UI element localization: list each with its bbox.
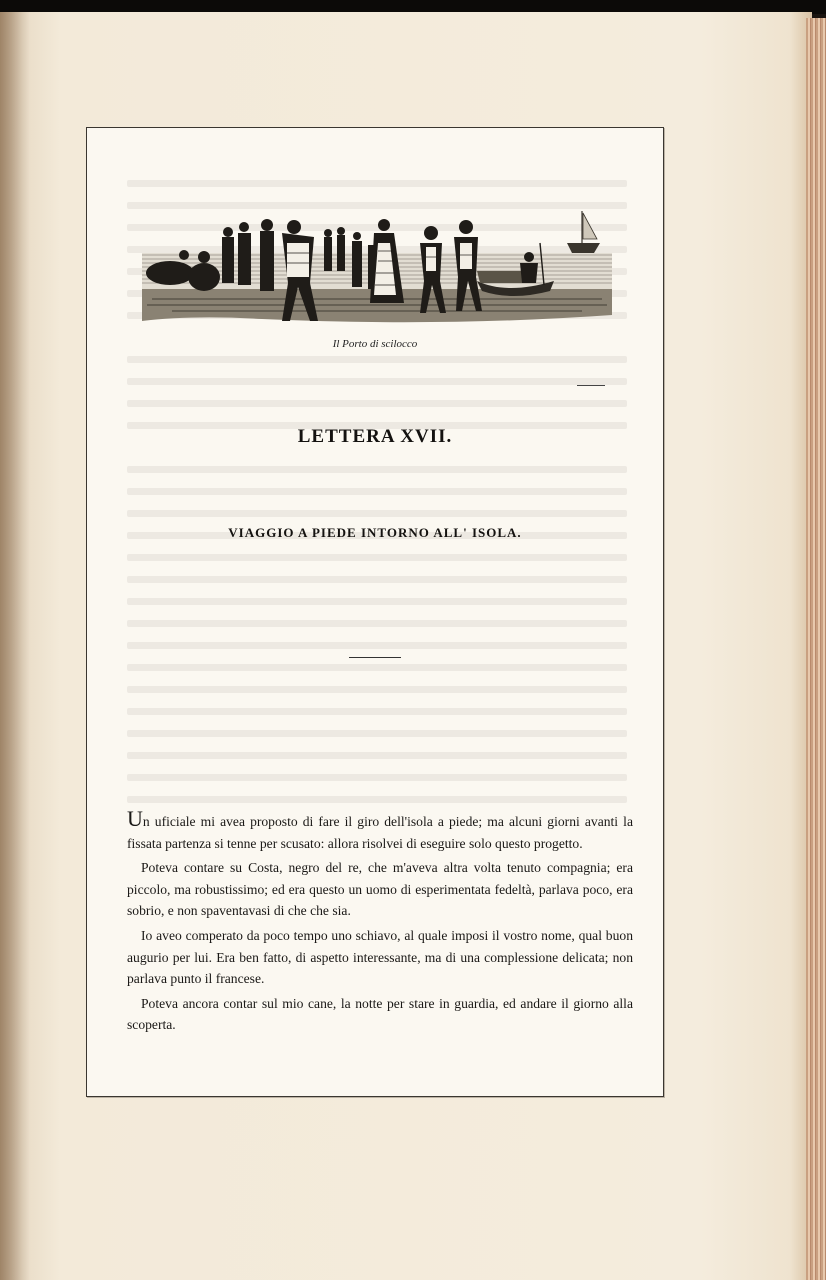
engraving-caption: Il Porto di scilocco: [332, 338, 418, 350]
drop-cap: U: [127, 806, 143, 831]
binding-shadow: [0, 12, 30, 1280]
section-title: VIAGGIO A PIEDE INTORNO ALL' ISOLA.: [228, 525, 522, 540]
page-edge-stack: [806, 18, 826, 1280]
letter-body: [127, 806, 633, 1039]
paragraph-3: Io aveo comperato da poco tempo uno schiavo, al quale imposi il vostro nome, qual buon augurio per lui. Era ben fatto, di aspetto interessante, ma di una complessione delicata; non parlava punto il francese.: [127, 927, 633, 987]
harbor-engraving: [142, 203, 612, 333]
paragraph-2: Poteva contare su Costa, negro del re, che m'aveva altra volta tenuto compagnia; era piccolo, ma robustissimo; ed era questo un uomo di esperimentata fedeltà, parlava poco, era sobrio, e non spaventavasi di che che sia.: [127, 860, 633, 919]
printed-leaf: [86, 127, 664, 1097]
section-divider: [349, 657, 401, 658]
caption-rule: [577, 385, 605, 386]
paragraph-4: Poteva ancora contar sul mio cane, la notte per stare in guardia, ed andare il giorno alla scoperta.: [127, 995, 633, 1033]
chapter-title: LETTERA XVII.: [297, 426, 453, 447]
paragraph-1: [127, 806, 633, 854]
paragraph-1-text: n uficiale mi avea proposto di fare il giro dell'isola a piede; ma alcuni giorni avanti la fissata partenza si tenne per scusato: allora risolvei di eseguire solo questo progetto.: [127, 814, 633, 851]
